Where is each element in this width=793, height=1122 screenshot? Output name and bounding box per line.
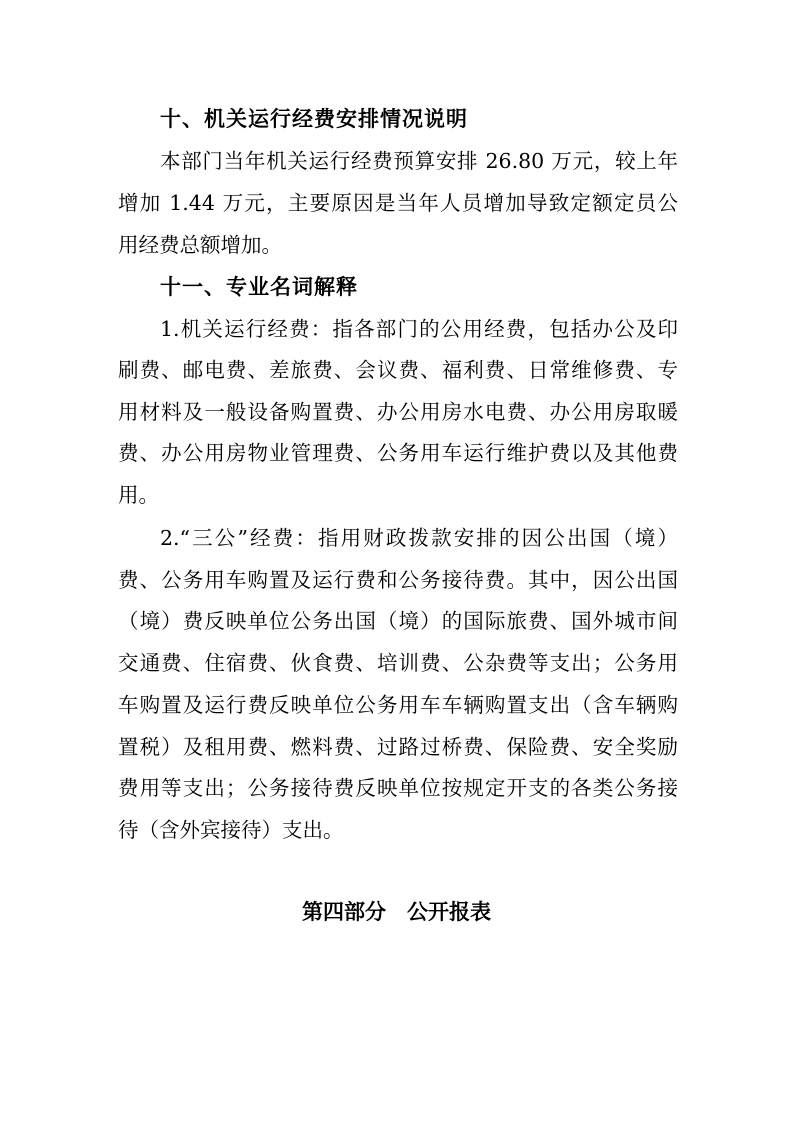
term-1-line-5: 用。 xyxy=(118,483,159,507)
term-2-line-6: 置税）及租用费、燃料费、过路过桥费、保险费、安全奖励 xyxy=(118,735,678,759)
section-10-line-2: 增加 1.44 万元，主要原因是当年人员增加导致定额定员公 xyxy=(118,191,678,215)
term-1-line-4: 费、办公用房物业管理费、公务用车运行维护费以及其他费 xyxy=(118,441,678,465)
section-10-line-3: 用经费总额增加。 xyxy=(118,233,282,257)
part-4-title: 第四部分 公开报表 xyxy=(302,899,491,924)
section-11-heading: 十一、专业名词解释 xyxy=(160,274,358,299)
term-1-line-1: 1.机关运行经费：指各部门的公用经费，包括办公及印 xyxy=(160,317,678,341)
term-2-line-1: 2.“三公”经费：指用财政拨款安排的因公出国（境） xyxy=(160,526,678,550)
term-2-line-8: 待（含外宾接待）支出。 xyxy=(118,818,344,842)
term-2-line-2: 费、公务用车购置及运行费和公务接待费。其中，因公出国 xyxy=(118,568,678,592)
term-1-line-2: 刷费、邮电费、差旅费、会议费、福利费、日常维修费、专 xyxy=(118,358,678,382)
term-2-line-7: 费用等支出；公务接待费反映单位按规定开支的各类公务接 xyxy=(118,776,678,800)
term-2-line-5: 车购置及运行费反映单位公务用车车辆购置支出（含车辆购 xyxy=(118,693,678,717)
section-10-heading: 十、机关运行经费安排情况说明 xyxy=(160,106,468,131)
term-2-line-3: （境）费反映单位公务出国（境）的国际旅费、国外城市间 xyxy=(118,609,678,633)
section-10-line-1: 本部门当年机关运行经费预算安排 26.80 万元，较上年 xyxy=(160,149,678,173)
term-2-line-4: 交通费、住宿费、伙食费、培训费、公杂费等支出；公务用 xyxy=(118,651,678,675)
term-1-line-3: 用材料及一般设备购置费、办公用房水电费、办公用房取暖 xyxy=(118,400,678,424)
